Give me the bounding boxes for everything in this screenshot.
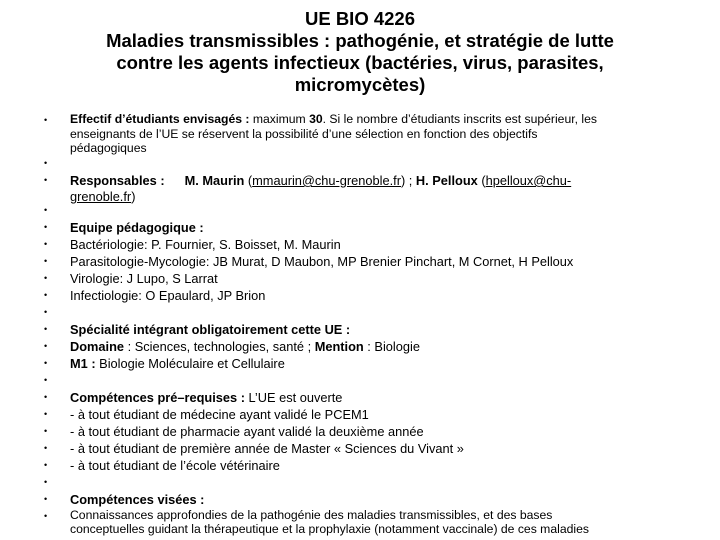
- bullet: •: [44, 460, 48, 470]
- effectif-line-2: enseignants de l’UE se réservent la possibilité d’une sélection en fonction des objectifs: [70, 127, 538, 141]
- bullet: •: [44, 358, 48, 368]
- responsables-label: Responsables :: [70, 173, 165, 188]
- visees-line-2: conceptuelles guidant la thérapeutique et la prophylaxie (notamment vaccinale) de ces maladies: [70, 522, 589, 536]
- maurin-name: M. Maurin: [184, 173, 245, 188]
- pelloux-email-link-cont[interactable]: grenoble.fr: [70, 189, 132, 204]
- bullet: •: [44, 307, 48, 317]
- pelloux-name: H. Pelloux: [415, 173, 478, 188]
- document-title: [0, 8, 720, 96]
- bullet: •: [44, 115, 48, 125]
- equipe-line: Infectiologie: O Epaulard, JP Brion: [70, 288, 266, 303]
- specialite-label: Spécialité intégrant obligatoirement cette UE :: [70, 322, 351, 337]
- bullet: •: [44, 205, 48, 215]
- bullet: •: [44, 324, 48, 334]
- effectif-line-3: pédagogiques: [70, 141, 147, 155]
- bullet: •: [44, 273, 48, 283]
- prerequis-line: - à tout étudiant de première année de Master « Sciences du Vivant »: [70, 441, 464, 456]
- maurin-email-link[interactable]: mmaurin@chu-grenoble.fr: [252, 173, 401, 188]
- equipe-line: Virologie: J Lupo, S Larrat: [70, 271, 218, 286]
- effectif-label: Effectif d’étudiants envisagés :: [70, 112, 250, 126]
- specialite-domaine: Domaine : Sciences, technologies, santé ; Mention : Biologie: [70, 339, 420, 354]
- bullet: •: [44, 239, 48, 249]
- bullet: •: [44, 511, 48, 521]
- pelloux-email-link[interactable]: hpelloux@chu-: [485, 173, 572, 188]
- responsables-line-2: grenoble.fr): [70, 189, 136, 204]
- bullet: •: [44, 392, 48, 402]
- bullet: •: [44, 175, 48, 185]
- bullet: •: [44, 158, 48, 168]
- title-line-3: contre les agents infectieux (bactéries, virus, parasites,: [116, 52, 604, 73]
- bullet: •: [44, 477, 48, 487]
- bullet: •: [44, 290, 48, 300]
- bullet: •: [44, 256, 48, 266]
- bullet: •: [44, 443, 48, 453]
- equipe-line: Bactériologie: P. Fournier, S. Boisset, M. Maurin: [70, 237, 341, 252]
- specialite-m1: M1 : Biologie Moléculaire et Cellulaire: [70, 356, 285, 371]
- prerequis-label: Compétences pré–requises : L’UE est ouverte: [70, 390, 343, 405]
- bullet: •: [44, 409, 48, 419]
- bullet: •: [44, 494, 48, 504]
- title-line-1: UE BIO 4226: [304, 8, 416, 29]
- equipe-line: Parasitologie-Mycologie: JB Murat, D Maubon, MP Brenier Pinchart, M Cornet, H Pelloux: [70, 254, 574, 269]
- equipe-label: Equipe pédagogique :: [70, 220, 204, 235]
- prerequis-line: - à tout étudiant de pharmacie ayant validé la deuxième année: [70, 424, 424, 439]
- bullet: •: [44, 426, 48, 436]
- effectif-number: 30: [309, 112, 323, 126]
- title-line-4: micromycètes): [294, 74, 426, 95]
- responsables-line-1: Responsables : M. Maurin (mmaurin@chu-grenoble.fr) ; H. Pelloux (hpelloux@chu-: [70, 173, 572, 188]
- effectif-line-1: Effectif d’étudiants envisagés : maximum 30. Si le nombre d’étudiants inscrits est supérieur, les: [70, 112, 597, 126]
- bullet: •: [44, 375, 48, 385]
- prerequis-line: - à tout étudiant de médecine ayant validé le PCEM1: [70, 407, 369, 422]
- visees-line-1: Connaissances approfondies de la pathogénie des maladies transmissibles, et des bases: [70, 508, 553, 522]
- title-line-2: Maladies transmissibles : pathogénie, et stratégie de lutte: [106, 30, 614, 51]
- bullet: •: [44, 222, 48, 232]
- bullet: •: [44, 341, 48, 351]
- visees-label: Compétences visées :: [70, 492, 205, 507]
- prerequis-line: - à tout étudiant de l’école vétérinaire: [70, 458, 280, 473]
